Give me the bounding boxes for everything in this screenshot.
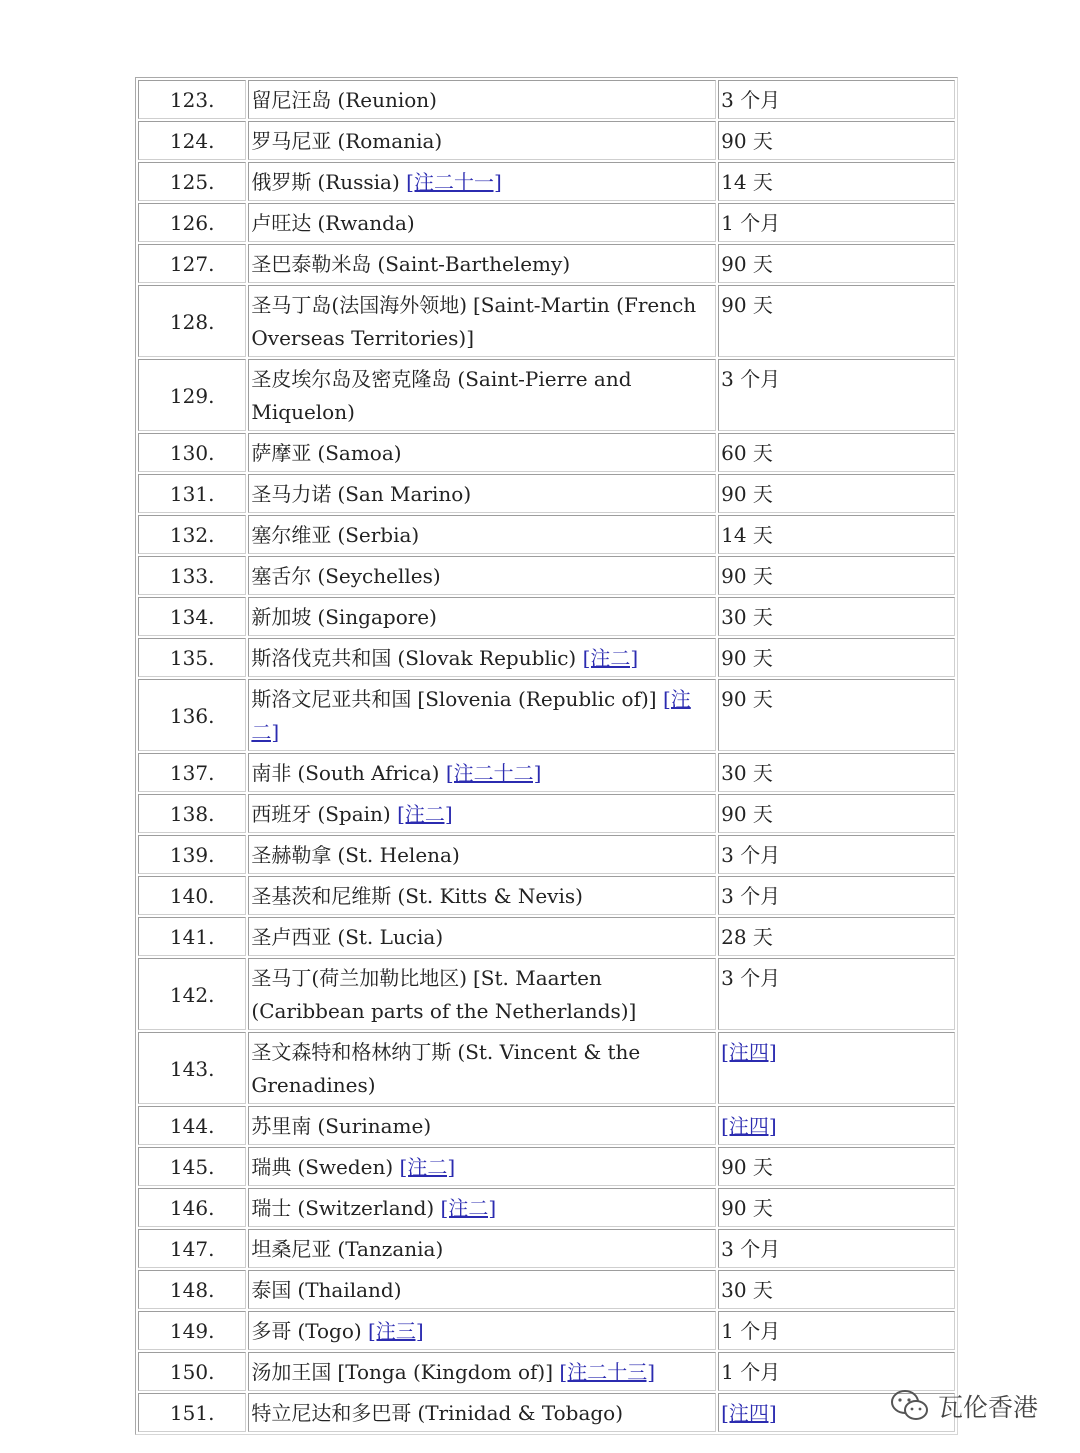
row-number: 139. xyxy=(138,835,246,874)
stay-duration-cell: 3 个月 xyxy=(718,876,955,915)
row-number: 134. xyxy=(138,597,246,636)
table-row xyxy=(138,1311,955,1350)
country-name-zh: 圣马力诺 xyxy=(251,482,332,506)
table-row xyxy=(138,958,955,1030)
country-name-en: [Tonga (Kingdom of)] xyxy=(337,1360,554,1384)
country-name-en: (St. Helena) xyxy=(337,843,460,867)
country-cell xyxy=(248,433,716,472)
row-number: 123. xyxy=(138,80,246,119)
row-number: 132. xyxy=(138,515,246,554)
note-link[interactable]: [注四] xyxy=(721,1114,777,1138)
row-number: 129. xyxy=(138,359,246,431)
table-row xyxy=(138,794,955,833)
stay-duration-cell: 90 天 xyxy=(718,1147,955,1186)
table-row xyxy=(138,359,955,431)
country-name-zh: 瑞典 xyxy=(251,1155,292,1179)
country-cell xyxy=(248,359,716,431)
country-cell xyxy=(248,917,716,956)
country-name-en: (Reunion) xyxy=(337,88,437,112)
row-number: 147. xyxy=(138,1229,246,1268)
table-row xyxy=(138,1270,955,1309)
country-cell xyxy=(248,597,716,636)
country-cell xyxy=(248,794,716,833)
note-link[interactable]: [注二十一] xyxy=(406,170,502,194)
country-cell xyxy=(248,285,716,357)
country-name-en: (St. Lucia) xyxy=(337,925,444,949)
stay-duration-cell: 14 天 xyxy=(718,515,955,554)
country-name-en: (Slovak Republic) xyxy=(397,646,577,670)
country-cell xyxy=(248,244,716,283)
stay-duration-cell: 3 个月 xyxy=(718,359,955,431)
stay-duration-cell xyxy=(718,1032,955,1104)
row-number: 137. xyxy=(138,753,246,792)
country-name-zh: 圣巴泰勒米岛 xyxy=(251,252,372,276)
country-name-en: (Russia) xyxy=(317,170,400,194)
row-number: 144. xyxy=(138,1106,246,1145)
note-link[interactable]: [注二] xyxy=(397,802,453,826)
country-name-zh: 萨摩亚 xyxy=(251,441,312,465)
table-row xyxy=(138,162,955,201)
row-number: 124. xyxy=(138,121,246,160)
row-number: 145. xyxy=(138,1147,246,1186)
country-name-zh: 圣文森特和格林纳丁斯 xyxy=(251,1040,452,1064)
country-cell xyxy=(248,1147,716,1186)
stay-duration-cell: 30 天 xyxy=(718,1270,955,1309)
country-cell xyxy=(248,80,716,119)
country-name-en: [Slovenia (Republic of)] xyxy=(417,687,657,711)
country-name-en: (Singapore) xyxy=(317,605,437,629)
stay-duration-cell: 30 天 xyxy=(718,753,955,792)
stay-duration-cell: 60 天 xyxy=(718,433,955,472)
country-name-en: (St. Kitts & Nevis) xyxy=(397,884,583,908)
table-row xyxy=(138,638,955,677)
country-cell xyxy=(248,679,716,751)
country-name-zh: 汤加王国 xyxy=(251,1360,332,1384)
row-number: 135. xyxy=(138,638,246,677)
note-link[interactable]: [注四] xyxy=(721,1401,777,1425)
country-name-zh: 多哥 xyxy=(251,1319,292,1343)
table-row xyxy=(138,1147,955,1186)
country-name-zh: 罗马尼亚 xyxy=(251,129,332,153)
table-row xyxy=(138,556,955,595)
country-name-en: (Saint-Pierre and Miquelon) xyxy=(251,367,632,424)
country-name-zh: 斯洛伐克共和国 xyxy=(251,646,392,670)
stay-duration-cell: 90 天 xyxy=(718,121,955,160)
stay-duration-cell: 30 天 xyxy=(718,597,955,636)
country-cell xyxy=(248,1311,716,1350)
country-name-zh: 泰国 xyxy=(251,1278,292,1302)
wechat-icon xyxy=(890,1389,930,1423)
table-row xyxy=(138,1229,955,1268)
table-row xyxy=(138,679,955,751)
stay-duration-cell: 3 个月 xyxy=(718,835,955,874)
table-row xyxy=(138,515,955,554)
country-cell xyxy=(248,556,716,595)
table-row xyxy=(138,1393,955,1432)
row-number: 141. xyxy=(138,917,246,956)
country-name-zh: 圣赫勒拿 xyxy=(251,843,332,867)
stay-duration-cell: 1 个月 xyxy=(718,1311,955,1350)
country-name-en: (Samoa) xyxy=(317,441,402,465)
note-link[interactable]: [注二] xyxy=(440,1196,497,1220)
table-row xyxy=(138,835,955,874)
country-cell xyxy=(248,1188,716,1227)
row-number: 128. xyxy=(138,285,246,357)
row-number: 127. xyxy=(138,244,246,283)
country-name-en: (St. Vincent & the Grenadines) xyxy=(251,1040,641,1097)
country-name-zh: 南非 xyxy=(251,761,292,785)
country-name-zh: 西班牙 xyxy=(251,802,312,826)
table-row xyxy=(138,876,955,915)
note-link[interactable]: [注四] xyxy=(721,1040,777,1064)
note-link[interactable]: [注二] xyxy=(251,687,691,744)
stay-duration-cell: 14 天 xyxy=(718,162,955,201)
stay-duration-cell xyxy=(718,1106,955,1145)
row-number: 125. xyxy=(138,162,246,201)
country-cell xyxy=(248,876,716,915)
stay-duration-cell: 90 天 xyxy=(718,285,955,357)
country-name-zh: 苏里南 xyxy=(251,1114,312,1138)
table-row xyxy=(138,285,955,357)
stay-duration-cell: 90 天 xyxy=(718,794,955,833)
country-cell xyxy=(248,958,716,1030)
stay-duration-cell: 28 天 xyxy=(718,917,955,956)
note-link[interactable]: [注二] xyxy=(582,646,639,670)
watermark xyxy=(890,1386,1038,1426)
country-name-zh: 俄罗斯 xyxy=(251,170,312,194)
table-row xyxy=(138,244,955,283)
country-name-en: (Togo) xyxy=(297,1319,362,1343)
country-name-en: (Romania) xyxy=(337,129,443,153)
table-row xyxy=(138,121,955,160)
row-number: 136. xyxy=(138,679,246,751)
table-row xyxy=(138,753,955,792)
stay-duration-cell: 3 个月 xyxy=(718,80,955,119)
watermark-text: 瓦伦香港 xyxy=(938,1393,1039,1422)
stay-duration-cell: 90 天 xyxy=(718,474,955,513)
country-name-en: (Saint-Barthelemy) xyxy=(377,252,571,276)
country-name-zh: 新加坡 xyxy=(251,605,312,629)
country-name-zh: 圣基茨和尼维斯 xyxy=(251,884,392,908)
country-cell xyxy=(248,1270,716,1309)
table-row xyxy=(138,1188,955,1227)
country-cell xyxy=(248,203,716,242)
row-number: 126. xyxy=(138,203,246,242)
country-cell xyxy=(248,1106,716,1145)
country-cell xyxy=(248,753,716,792)
country-name-zh: 留尼汪岛 xyxy=(251,88,332,112)
table-row xyxy=(138,203,955,242)
country-name-zh: 塞舌尔 xyxy=(251,564,312,588)
row-number: 146. xyxy=(138,1188,246,1227)
country-name-en: (Thailand) xyxy=(297,1278,402,1302)
row-number: 133. xyxy=(138,556,246,595)
country-name-zh: 塞尔维亚 xyxy=(251,523,332,547)
row-number: 142. xyxy=(138,958,246,1030)
stay-duration-cell: 90 天 xyxy=(718,556,955,595)
country-name-zh: 特立尼达和多巴哥 xyxy=(251,1401,412,1425)
country-name-zh: 斯洛文尼亚共和国 xyxy=(251,687,412,711)
country-cell xyxy=(248,515,716,554)
country-name-zh: 圣卢西亚 xyxy=(251,925,332,949)
row-number: 140. xyxy=(138,876,246,915)
table-row xyxy=(138,597,955,636)
row-number: 151. xyxy=(138,1393,246,1432)
country-name-en: [Saint-Martin (French Overseas Territories)] xyxy=(251,293,697,350)
country-name-en: (Switzerland) xyxy=(297,1196,435,1220)
table-row xyxy=(138,433,955,472)
stay-duration-cell: 3 个月 xyxy=(718,1229,955,1268)
country-cell xyxy=(248,121,716,160)
country-cell xyxy=(248,835,716,874)
country-name-en: (Suriname) xyxy=(317,1114,432,1138)
country-cell xyxy=(248,1393,716,1432)
country-cell xyxy=(248,1032,716,1104)
country-name-zh: 圣皮埃尔岛及密克隆岛 xyxy=(251,367,452,391)
visa-free-table xyxy=(135,77,958,1435)
table-row xyxy=(138,1352,955,1391)
country-name-zh: 瑞士 xyxy=(251,1196,292,1220)
stay-duration-cell: 1 个月 xyxy=(718,203,955,242)
row-number: 149. xyxy=(138,1311,246,1350)
country-cell xyxy=(248,1229,716,1268)
row-number: 138. xyxy=(138,794,246,833)
country-name-zh: 圣马丁(荷兰加勒比地区) xyxy=(251,966,467,990)
row-number: 148. xyxy=(138,1270,246,1309)
note-link[interactable]: [注二] xyxy=(399,1155,456,1179)
country-name-en: (Rwanda) xyxy=(317,211,415,235)
row-number: 130. xyxy=(138,433,246,472)
country-cell xyxy=(248,638,716,677)
country-name-en: (Trinidad & Tobago) xyxy=(417,1401,624,1425)
row-number: 150. xyxy=(138,1352,246,1391)
row-number: 131. xyxy=(138,474,246,513)
table-row xyxy=(138,917,955,956)
country-name-en: (Seychelles) xyxy=(317,564,441,588)
stay-duration-cell: 1 个月 xyxy=(718,1352,955,1391)
table-row xyxy=(138,1032,955,1104)
note-link[interactable]: [注二十三] xyxy=(559,1360,655,1384)
country-cell xyxy=(248,162,716,201)
table-row xyxy=(138,1106,955,1145)
row-number: 143. xyxy=(138,1032,246,1104)
stay-duration-cell: 90 天 xyxy=(718,638,955,677)
stay-duration-cell: 3 个月 xyxy=(718,958,955,1030)
stay-duration-cell: 90 天 xyxy=(718,679,955,751)
country-name-en: (Sweden) xyxy=(297,1155,394,1179)
country-name-zh: 坦桑尼亚 xyxy=(251,1237,332,1261)
country-name-en: (Serbia) xyxy=(337,523,420,547)
country-name-zh: 圣马丁岛(法国海外领地) xyxy=(251,293,467,317)
table-row xyxy=(138,80,955,119)
country-name-en: (Spain) xyxy=(317,802,391,826)
note-link[interactable]: [注二十二] xyxy=(445,761,542,785)
table-row xyxy=(138,474,955,513)
country-name-en: (South Africa) xyxy=(297,761,440,785)
country-name-en: [St. Maarten (Caribbean parts of the Netherlands)] xyxy=(251,966,637,1023)
stay-duration-cell: 90 天 xyxy=(718,1188,955,1227)
country-cell xyxy=(248,1352,716,1391)
table-body xyxy=(138,80,955,1432)
note-link[interactable]: [注三] xyxy=(368,1319,424,1343)
country-name-en: (Tanzania) xyxy=(337,1237,444,1261)
stay-duration-cell: 90 天 xyxy=(718,244,955,283)
country-name-zh: 卢旺达 xyxy=(251,211,312,235)
country-cell xyxy=(248,474,716,513)
country-name-en: (San Marino) xyxy=(337,482,472,506)
